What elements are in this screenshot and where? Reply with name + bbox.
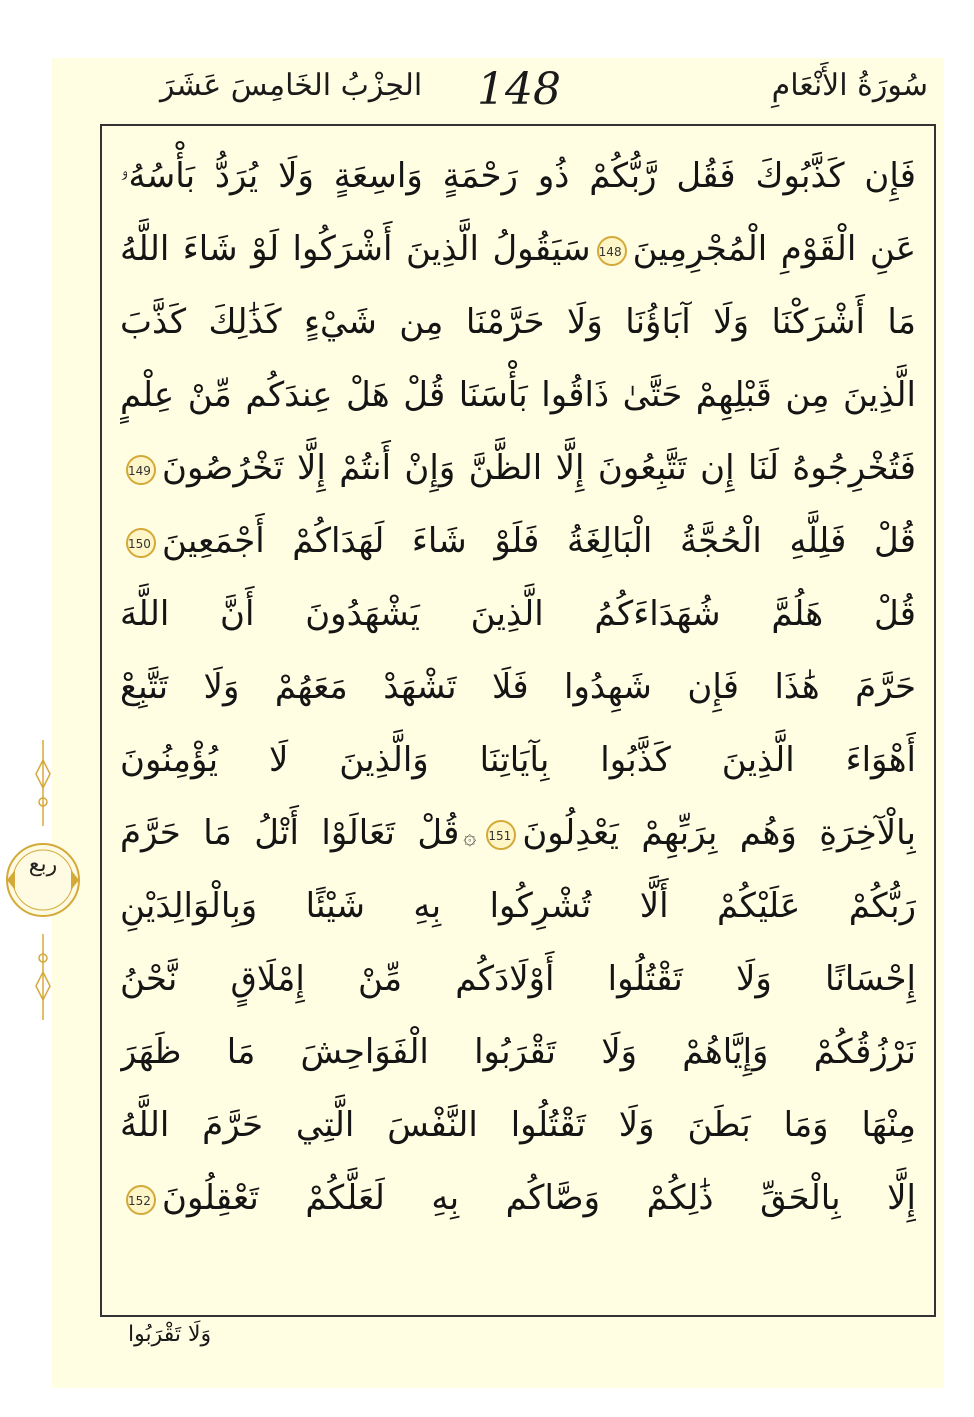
line-text: بِالْآخِرَةِ وَهُم بِرَبِّهِمْ يَعْدِلُونَ <box>522 813 916 853</box>
text-line <box>120 286 916 359</box>
text-line <box>120 140 916 213</box>
ayah-number-marker: 149 <box>126 455 156 485</box>
text-line <box>120 505 916 578</box>
text-frame <box>100 124 936 1317</box>
surah-title: سُورَةُ الأَنْعَامِ <box>771 68 928 103</box>
line-text: مِنْهَا وَمَا بَطَنَ وَلَا تَقْتُلُوا النَّفْسَ الَّتِي حَرَّمَ اللَّهُ <box>120 1105 916 1145</box>
text-line <box>120 432 916 505</box>
ayah-number-marker: 150 <box>126 528 156 558</box>
line-text-after: سَيَقُولُ الَّذِينَ أَشْرَكُوا لَوْ شَاءَ اللَّهُ <box>120 229 591 269</box>
catchword: وَلَا تَقْرَبُوا <box>128 1322 212 1347</box>
line-text: نَرْزُقُكُمْ وَإِيَّاهُمْ وَلَا تَقْرَبُوا الْفَوَاحِشَ مَا ظَهَرَ <box>120 1032 916 1072</box>
line-text: حَرَّمَ هَٰذَا فَإِن شَهِدُوا فَلَا تَشْهَدْ مَعَهُمْ وَلَا تَتَّبِعْ <box>120 667 916 707</box>
line-text: إِلَّا بِالْحَقِّ ذَٰلِكُمْ وَصَّاكُم بِهِ لَعَلَّكُمْ تَعْقِلُونَ <box>162 1178 916 1218</box>
text-line <box>120 1089 916 1162</box>
line-text: فَتُخْرِجُوهُ لَنَا إِن تَتَّبِعُونَ إِلَّا الظَّنَّ وَإِنْ أَنتُمْ إِلَّا تَخْرُصُونَ <box>162 448 916 488</box>
text-line <box>120 578 916 651</box>
ayah-number-marker: 151 <box>486 820 516 850</box>
text-line <box>120 1162 916 1235</box>
line-text-after: قُلْ تَعَالَوْا أَتْلُ مَا حَرَّمَ <box>120 813 460 853</box>
line-text: قُلْ هَلُمَّ شُهَدَاءَكُمُ الَّذِينَ يَشْهَدُونَ أَنَّ اللَّهَ <box>120 594 916 634</box>
hizb-label: ربع <box>28 852 58 877</box>
ayah-number-marker: 152 <box>126 1185 156 1215</box>
line-text: قُلْ فَلِلَّهِ الْحُجَّةُ الْبَالِغَةُ فَلَوْ شَاءَ لَهَدَاكُمْ أَجْمَعِينَ <box>162 521 916 561</box>
text-line <box>120 797 916 870</box>
text-line <box>120 724 916 797</box>
text-line <box>120 359 916 432</box>
line-text: فَإِن كَذَّبُوكَ فَقُل رَّبُّكُمْ ذُو رَحْمَةٍ وَاسِعَةٍ وَلَا يُرَدُّ بَأْسُهُۥ <box>120 156 916 196</box>
hizb-title: الحِزْبُ الخَامِسَ عَشَرَ <box>160 68 423 103</box>
line-text: عَنِ الْقَوْمِ الْمُجْرِمِينَ <box>632 229 916 269</box>
ayah-number-marker: 148 <box>597 236 627 266</box>
text-line <box>120 870 916 943</box>
text-line <box>120 651 916 724</box>
page-number: 148 <box>477 64 561 115</box>
line-text: أَهْوَاءَ الَّذِينَ كَذَّبُوا بِآيَاتِنَا وَالَّذِينَ لَا يُؤْمِنُونَ <box>120 740 916 780</box>
quran-text <box>120 140 916 1305</box>
ornament-icon <box>2 740 84 1020</box>
line-text: الَّذِينَ مِن قَبْلِهِمْ حَتَّىٰ ذَاقُوا بَأْسَنَا قُلْ هَلْ عِندَكُم مِّنْ عِلْمٍ <box>120 375 916 415</box>
line-text: رَبُّكُمْ عَلَيْكُمْ أَلَّا تُشْرِكُوا بِهِ شَيْئًا وَبِالْوَالِدَيْنِ <box>120 886 916 926</box>
line-text: إِحْسَانًا وَلَا تَقْتُلُوا أَوْلَادَكُم مِّنْ إِمْلَاقٍ نَّحْنُ <box>120 959 916 999</box>
text-line <box>120 213 916 286</box>
hizb-quarter-marker <box>2 740 84 1020</box>
line-text: مَا أَشْرَكْنَا وَلَا آبَاؤُنَا وَلَا حَرَّمْنَا مِن شَيْءٍ كَذَٰلِكَ كَذَّبَ <box>120 302 916 342</box>
text-line <box>120 1016 916 1089</box>
page-header <box>100 60 938 124</box>
rub-star-icon: ۞ <box>463 825 477 850</box>
text-line <box>120 943 916 1016</box>
